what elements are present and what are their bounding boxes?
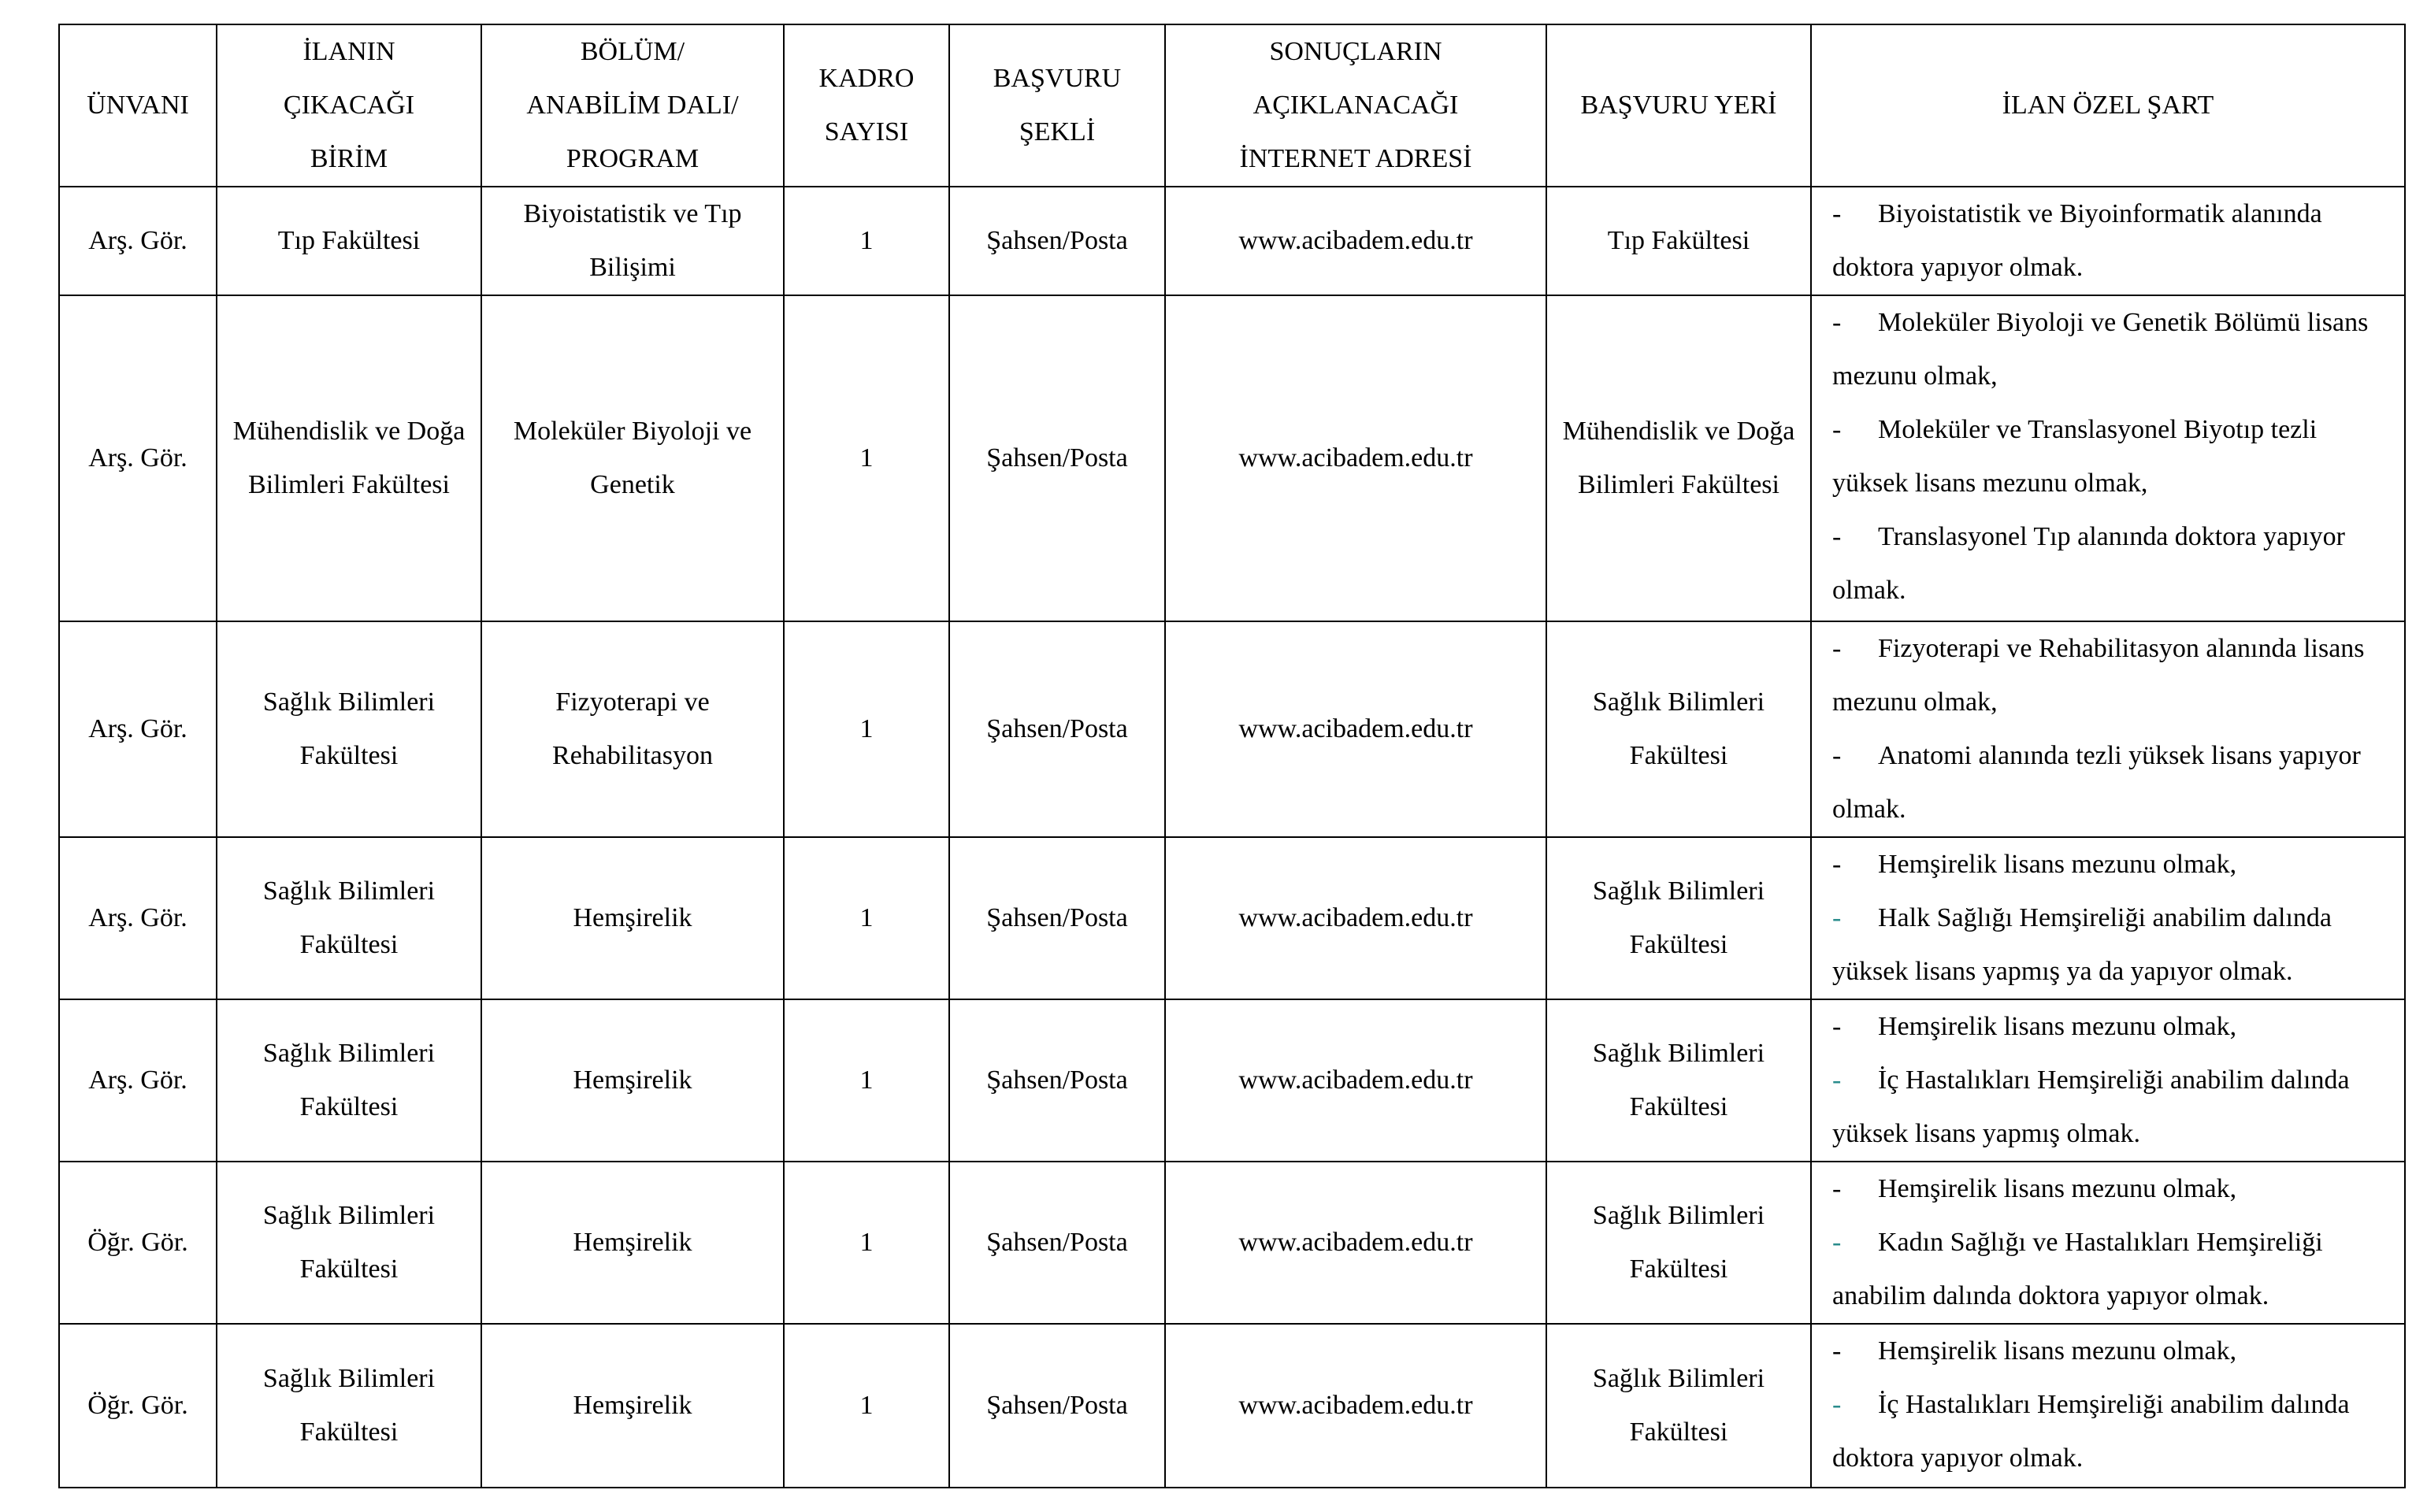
cell-birim: Sağlık Bilimleri Fakültesi bbox=[217, 1162, 481, 1324]
table-row bbox=[59, 999, 2405, 1162]
table-row bbox=[59, 1162, 2405, 1324]
cell-sart bbox=[1811, 1162, 2405, 1324]
header-adres: SONUÇLARIN AÇIKLANACAĞI İNTERNET ADRESİ bbox=[1165, 24, 1546, 187]
cell-birim: Sağlık Bilimleri Fakültesi bbox=[217, 621, 481, 837]
cell-unvan: Arş. Gör. bbox=[59, 837, 217, 999]
requirement-item: - Hemşirelik lisans mezunu olmak, bbox=[1832, 1012, 2237, 1041]
header-sekil: BAŞVURU ŞEKLİ bbox=[949, 24, 1165, 187]
cell-unvan: Arş. Gör. bbox=[59, 621, 217, 837]
cell-sart bbox=[1811, 295, 2405, 621]
requirement-item: - Moleküler ve Translasyonel Biyotıp tezli yüksek lisans mezunu olmak, bbox=[1832, 415, 2318, 498]
cell-birim: Sağlık Bilimleri Fakültesi bbox=[217, 837, 481, 999]
cell-sart bbox=[1811, 187, 2405, 295]
cell-birim: Sağlık Bilimleri Fakültesi bbox=[217, 999, 481, 1162]
requirement-item: - İç Hastalıkları Hemşireliği anabilim dalında doktora yapıyor olmak. bbox=[1832, 1390, 2350, 1473]
cell-sekil: Şahsen/Posta bbox=[949, 837, 1165, 999]
header-sart: İLAN ÖZEL ŞART bbox=[1811, 24, 2405, 187]
table-row bbox=[59, 1324, 2405, 1488]
cell-kadro: 1 bbox=[784, 1324, 949, 1488]
requirement-item: - Kadın Sağlığı ve Hastalıkları Hemşireliği anabilim dalında doktora yapıyor olmak. bbox=[1832, 1228, 2323, 1310]
header-birim: İLANIN ÇIKACAĞI BİRİM bbox=[217, 24, 481, 187]
cell-bolum: Hemşirelik bbox=[481, 1162, 784, 1324]
cell-kadro: 1 bbox=[784, 295, 949, 621]
requirement-item: - Anatomi alanında tezli yüksek lisans yapıyor olmak. bbox=[1832, 741, 2361, 824]
cell-yer: Sağlık Bilimleri Fakültesi bbox=[1546, 837, 1811, 999]
cell-kadro: 1 bbox=[784, 999, 949, 1162]
cell-adres: www.acibadem.edu.tr bbox=[1165, 621, 1546, 837]
cell-unvan: Arş. Gör. bbox=[59, 295, 217, 621]
table-row bbox=[59, 187, 2405, 295]
cell-kadro: 1 bbox=[784, 187, 949, 295]
cell-adres: www.acibadem.edu.tr bbox=[1165, 187, 1546, 295]
requirement-item: - Moleküler Biyoloji ve Genetik Bölümü lisans mezunu olmak, bbox=[1832, 308, 2369, 391]
cell-adres: www.acibadem.edu.tr bbox=[1165, 837, 1546, 999]
cell-unvan: Arş. Gör. bbox=[59, 999, 217, 1162]
cell-kadro: 1 bbox=[784, 1162, 949, 1324]
cell-yer: Tıp Fakültesi bbox=[1546, 187, 1811, 295]
requirement-item: - Fizyoterapi ve Rehabilitasyon alanında lisans mezunu olmak, bbox=[1832, 634, 2365, 717]
cell-yer: Mühendislik ve Doğa Bilimleri Fakültesi bbox=[1546, 295, 1811, 621]
header-unvan: ÜNVANI bbox=[59, 24, 217, 187]
cell-sekil: Şahsen/Posta bbox=[949, 1324, 1165, 1488]
cell-sart bbox=[1811, 837, 2405, 999]
job-postings-table bbox=[58, 24, 2406, 1488]
cell-bolum: Biyoistatistik ve Tıp Bilişimi bbox=[481, 187, 784, 295]
table-row bbox=[59, 295, 2405, 621]
requirement-item: - Translasyonel Tıp alanında doktora yapıyor olmak. bbox=[1832, 522, 2346, 605]
cell-bolum: Fizyoterapi ve Rehabilitasyon bbox=[481, 621, 784, 837]
cell-sekil: Şahsen/Posta bbox=[949, 187, 1165, 295]
cell-sart bbox=[1811, 999, 2405, 1162]
cell-sart bbox=[1811, 621, 2405, 837]
header-kadro: KADRO SAYISI bbox=[784, 24, 949, 187]
header-row bbox=[59, 24, 2405, 187]
requirement-item: - Hemşirelik lisans mezunu olmak, bbox=[1832, 1174, 2237, 1203]
cell-sekil: Şahsen/Posta bbox=[949, 621, 1165, 837]
cell-adres: www.acibadem.edu.tr bbox=[1165, 295, 1546, 621]
cell-bolum: Hemşirelik bbox=[481, 837, 784, 999]
cell-birim: Mühendislik ve Doğa Bilimleri Fakültesi bbox=[217, 295, 481, 621]
cell-bolum: Hemşirelik bbox=[481, 1324, 784, 1488]
requirement-item: - Halk Sağlığı Hemşireliği anabilim dalında yüksek lisans yapmış ya da yapıyor olmak. bbox=[1832, 903, 2332, 986]
cell-birim: Tıp Fakültesi bbox=[217, 187, 481, 295]
cell-adres: www.acibadem.edu.tr bbox=[1165, 1324, 1546, 1488]
cell-sart bbox=[1811, 1324, 2405, 1488]
requirement-item: - Hemşirelik lisans mezunu olmak, bbox=[1832, 850, 2237, 879]
cell-adres: www.acibadem.edu.tr bbox=[1165, 999, 1546, 1162]
cell-unvan: Arş. Gör. bbox=[59, 187, 217, 295]
cell-kadro: 1 bbox=[784, 621, 949, 837]
cell-bolum: Hemşirelik bbox=[481, 999, 784, 1162]
requirement-item: - Hemşirelik lisans mezunu olmak, bbox=[1832, 1336, 2237, 1366]
requirement-item: - Biyoistatistik ve Biyoinformatik alanında doktora yapıyor olmak. bbox=[1832, 199, 2322, 282]
cell-kadro: 1 bbox=[784, 837, 949, 999]
cell-sekil: Şahsen/Posta bbox=[949, 999, 1165, 1162]
cell-sekil: Şahsen/Posta bbox=[949, 1162, 1165, 1324]
header-yer: BAŞVURU YERİ bbox=[1546, 24, 1811, 187]
header-bolum: BÖLÜM/ ANABİLİM DALI/ PROGRAM bbox=[481, 24, 784, 187]
cell-yer: Sağlık Bilimleri Fakültesi bbox=[1546, 1324, 1811, 1488]
cell-unvan: Öğr. Gör. bbox=[59, 1162, 217, 1324]
cell-yer: Sağlık Bilimleri Fakültesi bbox=[1546, 1162, 1811, 1324]
cell-adres: www.acibadem.edu.tr bbox=[1165, 1162, 1546, 1324]
cell-bolum: Moleküler Biyoloji ve Genetik bbox=[481, 295, 784, 621]
table-row bbox=[59, 621, 2405, 837]
cell-sekil: Şahsen/Posta bbox=[949, 295, 1165, 621]
cell-yer: Sağlık Bilimleri Fakültesi bbox=[1546, 999, 1811, 1162]
cell-yer: Sağlık Bilimleri Fakültesi bbox=[1546, 621, 1811, 837]
table-row bbox=[59, 837, 2405, 999]
requirement-item: - İç Hastalıkları Hemşireliği anabilim dalında yüksek lisans yapmış olmak. bbox=[1832, 1065, 2350, 1148]
cell-unvan: Öğr. Gör. bbox=[59, 1324, 217, 1488]
cell-birim: Sağlık Bilimleri Fakültesi bbox=[217, 1324, 481, 1488]
